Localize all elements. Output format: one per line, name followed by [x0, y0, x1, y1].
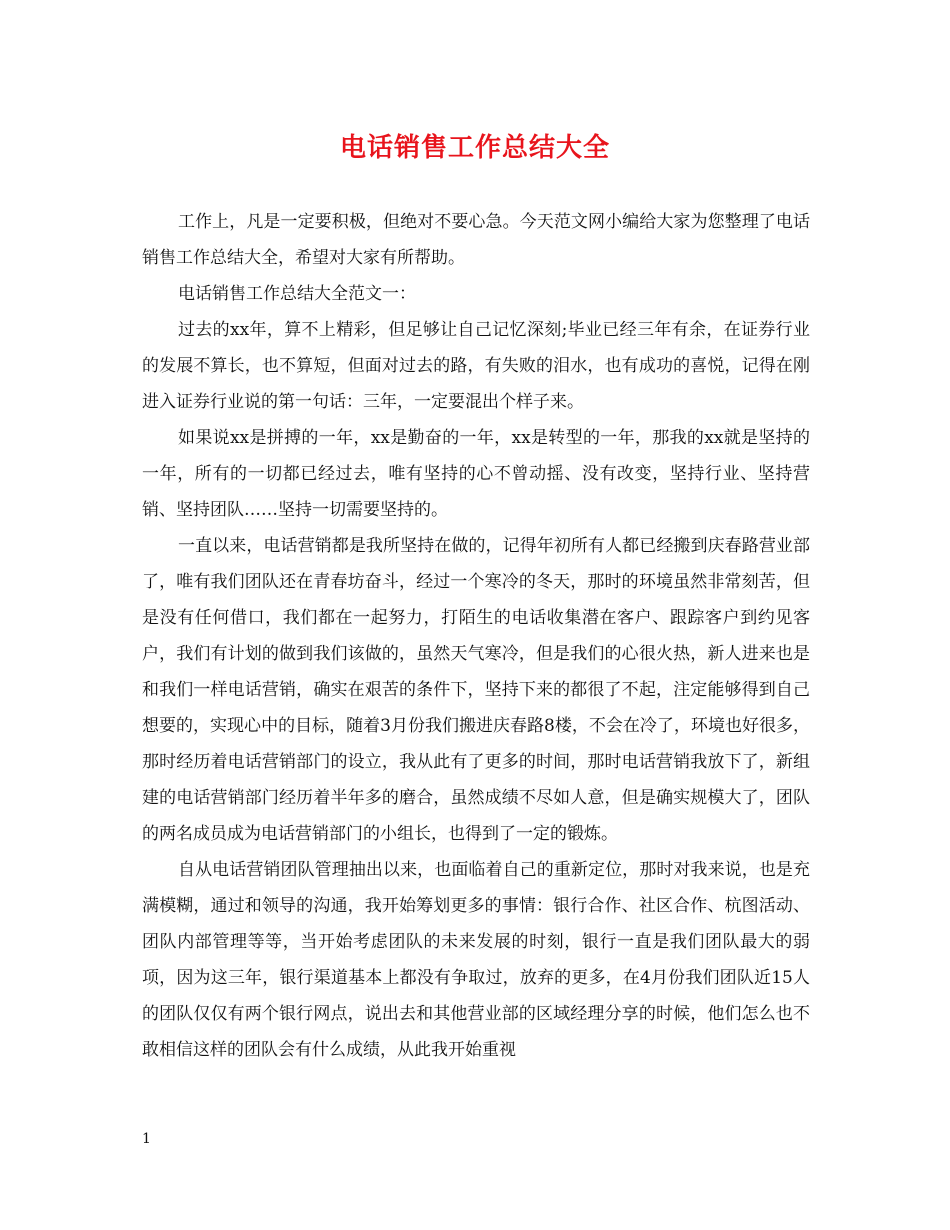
paragraph: 自从电话营销团队管理抽出以来，也面临着自己的重新定位，那时对我来说，也是充满模糊，通过和领导的沟通，我开始筹划更多的事情：银行合作、社区合作、杭图活动、团队内部管理等等，当开始考虑团队的未来发展的时刻，银行一直是我们团队最大的弱项，因为这三年，银行渠道基本上都没有争取过，放弃的更多，在4月份我们团队近15人的团队仅仅有两个银行网点，说出去和其他营业部的区域经理分享的时候，他们怎么也不敢相信这样的团队会有什么成绩，从此我开始重视 — [142, 860, 810, 1060]
paragraph-intro: 工作上，凡是一定要积极，但绝对不要心急。今天范文网小编给大家为您整理了电话销售工作总结大全，希望对大家有所帮助。 — [142, 212, 810, 268]
paragraph: 一直以来，电话营销都是我所坚持在做的，记得年初所有人都已经搬到庆春路营业部了，唯有我们团队还在青春坊奋斗，经过一个寒冷的冬天，那时的环境虽然非常刻苦，但是没有任何借口，我们都在一起努力，打陌生的电话收集潜在客户、跟踪客户到约见客户，我们有计划的做到我们该做的，虽然天气寒冷，但是我们的心很火热，新人进来也是和我们一样电话营销，确实在艰苦的条件下，坚持下来的都很了不起，注定能够得到自己想要的，实现心中的目标，随着3月份我们搬进庆春路8楼，不会在冷了，环境也好很多，那时经历着电话营销部门的设立，我从此有了更多的时间，那时电话营销我放下了，新组建的电话营销部门经历着半年多的磨合，虽然成绩不尽如人意，但是确实规模大了，团队的两名成员成为电话营销部门的小组长，也得到了一定的锻炼。 — [142, 536, 810, 844]
page-number: 1 — [142, 1131, 151, 1147]
document-body — [142, 204, 810, 1068]
paragraph: 如果说xx是拼搏的一年，xx是勤奋的一年，xx是转型的一年，那我的xx就是坚持的一年，所有的一切都已经过去，唯有坚持的心不曾动摇、没有改变，坚持行业、坚持营销、坚持团队……坚持一切需要坚持的。 — [142, 428, 810, 520]
paragraph: 过去的xx年，算不上精彩，但足够让自己记忆深刻;毕业已经三年有余，在证券行业的发展不算长，也不算短，但面对过去的路，有失败的泪水，也有成功的喜悦，记得在刚进入证券行业说的第一句话：三年，一定要混出个样子来。 — [142, 320, 810, 412]
document-title: 电话销售工作总结大全 — [339, 133, 610, 163]
paragraph-section-heading: 电话销售工作总结大全范文一： — [178, 284, 416, 304]
